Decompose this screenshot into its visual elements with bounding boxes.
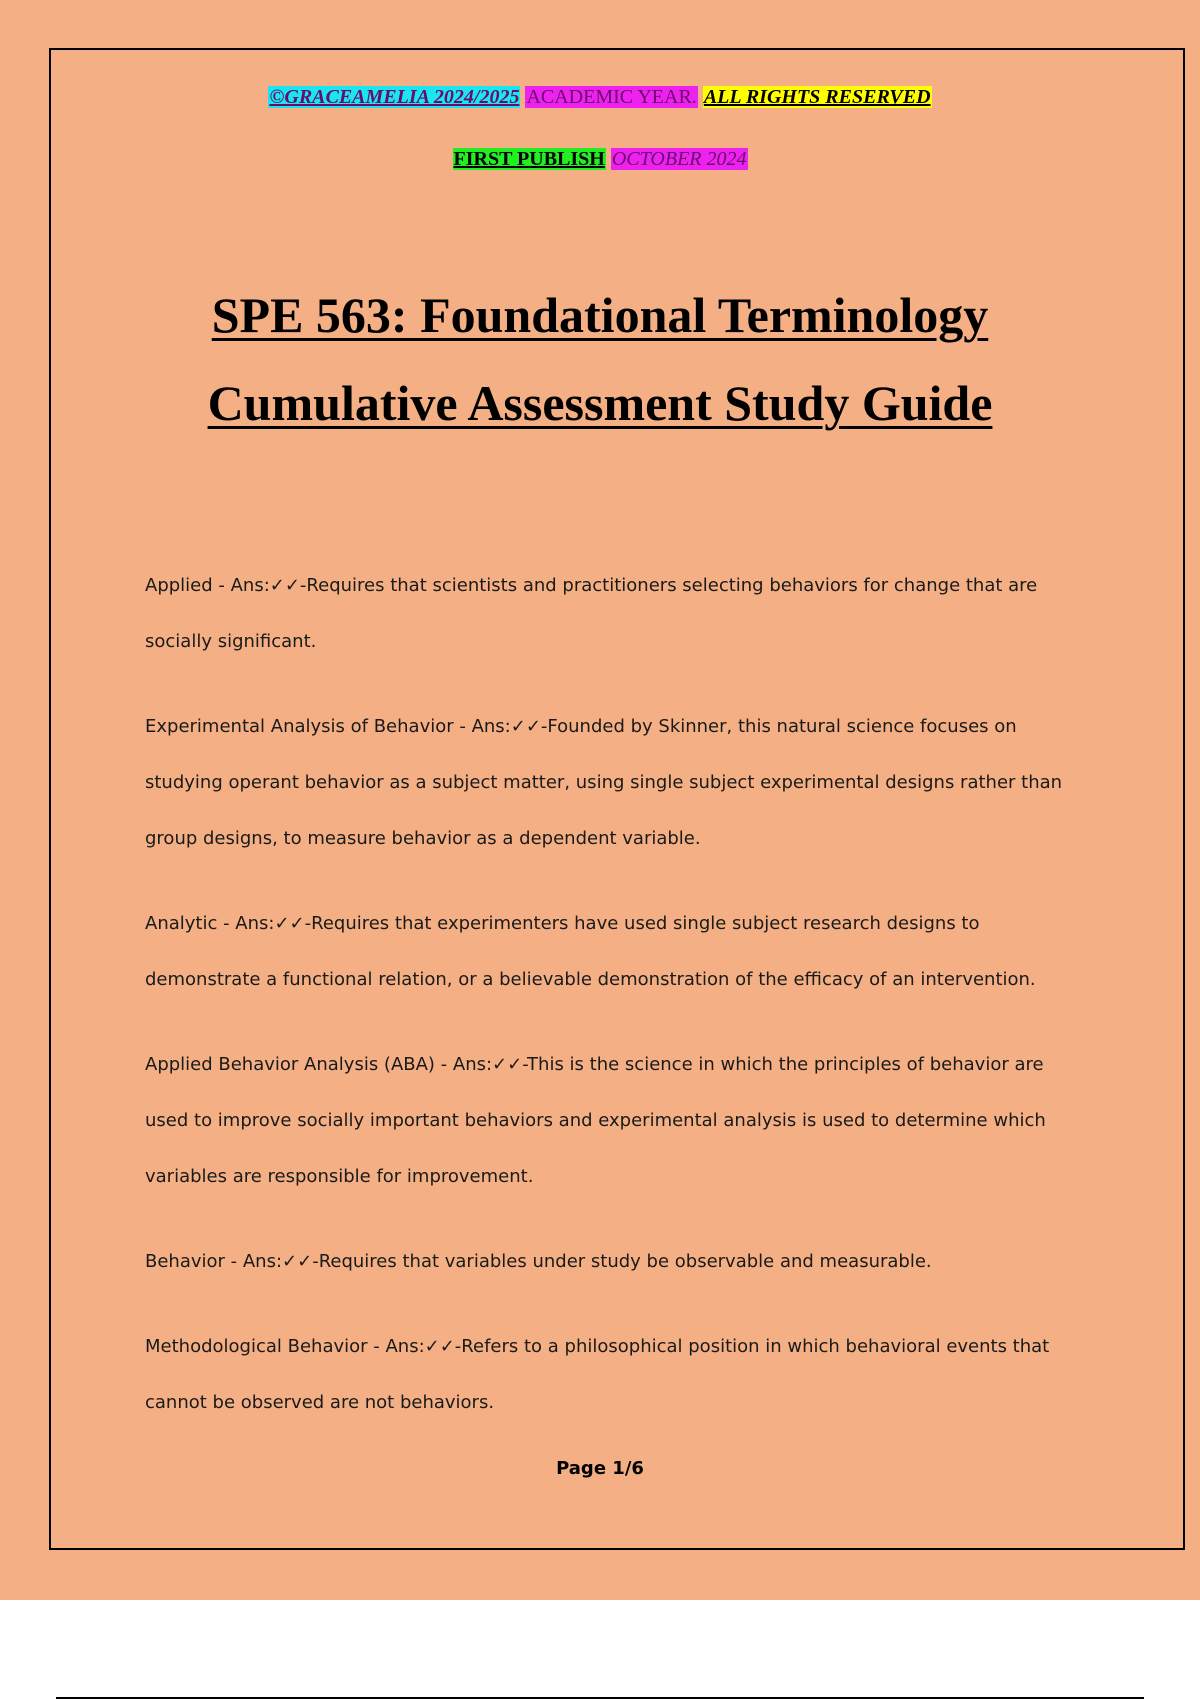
copyright-text: ©GRACEAMELIA 2024/2025 — [269, 86, 520, 108]
header-publish-line — [0, 148, 1200, 171]
publish-date-text: OCTOBER 2024 — [611, 148, 747, 170]
term-entry-methodological-behavior: Methodological Behavior - Ans:✓✓-Refers to a philosophical position in which behavioral events that cannot be observed are not behaviors. — [145, 1336, 1050, 1413]
term-entry-behavior: Behavior - Ans:✓✓-Requires that variables under study be observable and measurable. — [145, 1251, 932, 1272]
first-publish-text: FIRST PUBLISH — [453, 148, 605, 170]
page-number: Page 1/6 — [556, 1458, 644, 1479]
terminology-list — [145, 558, 1065, 1460]
next-page-rule — [56, 1697, 1144, 1699]
document-title-line-2: Cumulative Assessment Study Guide — [207, 375, 993, 431]
document-title-line-1: SPE 563: Foundational Terminology — [211, 287, 989, 343]
term-entry-aba: Applied Behavior Analysis (ABA) - Ans:✓✓-This is the science in which the principles of behavior are used to improve socially important behaviors and experimental analysis is used to determine which variables are responsible for improvement. — [145, 1054, 1046, 1187]
term-entry-analytic: Analytic - Ans:✓✓-Requires that experimenters have used single subject research designs to demonstrate a functional relation, or a believable demonstration of the efficacy of an intervention. — [145, 913, 1036, 990]
rights-reserved-text: ALL RIGHTS RESERVED — [703, 86, 931, 108]
term-entry-applied: Applied - Ans:✓✓-Requires that scientists and practitioners selecting behaviors for change that are socially significant. — [145, 575, 1038, 652]
term-entry-experimental-analysis: Experimental Analysis of Behavior - Ans:✓✓-Founded by Skinner, this natural science focuses on studying operant behavior as a subject matter, using single subject experimental designs rather than group designs, to measure behavior as a dependent variable. — [145, 716, 1063, 849]
academic-year-text: ACADEMIC YEAR. — [526, 86, 697, 108]
header-copyright-line — [0, 86, 1200, 109]
